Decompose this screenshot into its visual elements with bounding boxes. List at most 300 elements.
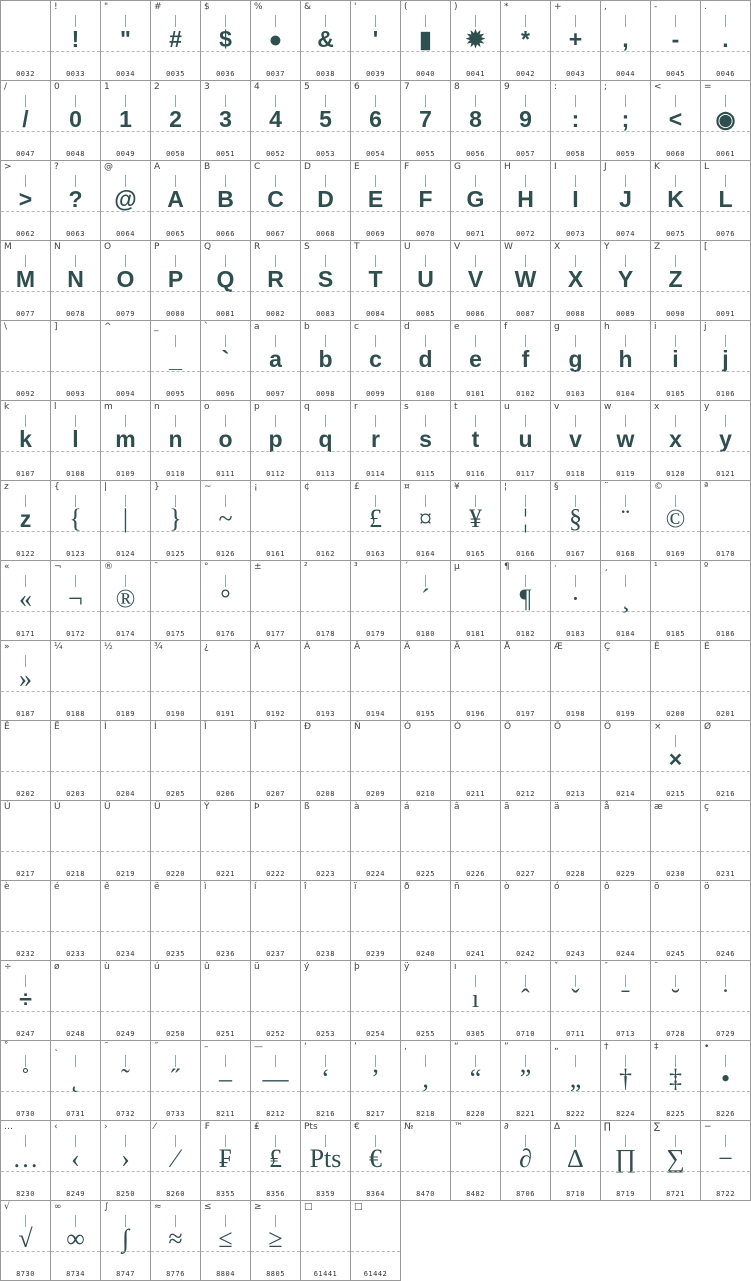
glyph-cell[interactable] xyxy=(251,641,301,721)
glyph-cell[interactable] xyxy=(451,401,501,481)
glyph-sample: ⁄ xyxy=(173,1144,178,1173)
glyph-cell[interactable] xyxy=(101,561,151,641)
glyph-sample: i xyxy=(672,346,679,372)
glyph-cell[interactable] xyxy=(401,881,451,961)
glyph-cell[interactable] xyxy=(101,881,151,961)
glyph-sample: ® xyxy=(115,584,136,613)
glyph-cell[interactable] xyxy=(701,561,751,641)
glyph-cell[interactable] xyxy=(601,801,651,881)
glyph-cell[interactable] xyxy=(51,961,101,1041)
glyph-cell[interactable] xyxy=(601,561,651,641)
glyph-cell[interactable] xyxy=(501,1,551,81)
glyph-cell[interactable] xyxy=(101,961,151,1041)
glyph-cell[interactable] xyxy=(1,721,51,801)
glyph-code: 0196 xyxy=(466,710,485,718)
glyph-cell[interactable] xyxy=(501,961,551,1041)
glyph-cell[interactable] xyxy=(151,81,201,161)
glyph-cell[interactable] xyxy=(601,1041,651,1121)
glyph-reference-char: ± xyxy=(254,562,262,572)
glyph-cell[interactable] xyxy=(701,961,751,1041)
glyph-cell[interactable] xyxy=(401,401,451,481)
glyph-cell[interactable] xyxy=(351,801,401,881)
glyph-cell[interactable] xyxy=(651,481,701,561)
glyph-cell[interactable] xyxy=(701,481,751,561)
glyph-cell[interactable] xyxy=(501,561,551,641)
glyph-cell[interactable] xyxy=(251,1041,301,1121)
glyph-cell[interactable] xyxy=(51,401,101,481)
glyph-cell[interactable] xyxy=(1,1041,51,1121)
glyph-code: 0042 xyxy=(516,70,535,78)
glyph-sample: ∂ xyxy=(519,1144,532,1173)
glyph-cell[interactable] xyxy=(101,721,151,801)
glyph-cell[interactable] xyxy=(701,161,751,241)
glyph-reference-char: ≥ xyxy=(254,1202,262,1212)
glyph-reference-char: . xyxy=(704,2,707,12)
glyph-cell[interactable] xyxy=(501,81,551,161)
glyph-cell[interactable] xyxy=(451,161,501,241)
glyph-cell[interactable] xyxy=(701,321,751,401)
glyph-cell[interactable] xyxy=(1,1,51,81)
glyph-cell[interactable] xyxy=(551,561,601,641)
glyph-cell[interactable] xyxy=(301,1201,351,1281)
glyph-cell[interactable] xyxy=(351,1041,401,1121)
glyph-cell[interactable] xyxy=(451,1,501,81)
glyph-cell[interactable] xyxy=(251,561,301,641)
glyph-cell[interactable] xyxy=(451,801,501,881)
glyph-cell[interactable] xyxy=(501,1041,551,1121)
glyph-reference-char: Ð xyxy=(304,722,311,732)
glyph-cell[interactable] xyxy=(401,321,451,401)
glyph-cell[interactable] xyxy=(651,961,701,1041)
glyph-code: 0040 xyxy=(416,70,435,78)
glyph-cell[interactable] xyxy=(351,721,401,801)
glyph-cell[interactable] xyxy=(101,81,151,161)
glyph-cell[interactable] xyxy=(201,401,251,481)
glyph-cell[interactable] xyxy=(351,161,401,241)
glyph-cell[interactable] xyxy=(251,1121,301,1201)
glyph-code: 0193 xyxy=(316,710,335,718)
glyph-cell[interactable] xyxy=(401,961,451,1041)
glyph-code: 0055 xyxy=(416,150,435,158)
glyph-cell[interactable] xyxy=(301,321,351,401)
glyph-cell[interactable] xyxy=(101,161,151,241)
glyph-cell[interactable] xyxy=(151,321,201,401)
glyph-cell[interactable] xyxy=(651,241,701,321)
glyph-cell[interactable] xyxy=(351,561,401,641)
glyph-cell[interactable] xyxy=(351,401,401,481)
glyph-cell[interactable] xyxy=(451,81,501,161)
glyph-cell[interactable] xyxy=(151,881,201,961)
glyph-cell[interactable] xyxy=(1,1121,51,1201)
glyph-cell[interactable] xyxy=(201,1,251,81)
glyph-cell[interactable] xyxy=(301,641,351,721)
glyph-code: 0250 xyxy=(166,1030,185,1038)
glyph-cell[interactable] xyxy=(651,721,701,801)
glyph-code: 0068 xyxy=(316,230,335,238)
glyph-cell[interactable] xyxy=(301,401,351,481)
glyph-cell[interactable] xyxy=(651,561,701,641)
glyph-cell[interactable] xyxy=(451,881,501,961)
glyph-cell[interactable] xyxy=(551,1121,601,1201)
glyph-reference-char: w xyxy=(604,402,612,412)
glyph-cell[interactable] xyxy=(251,241,301,321)
glyph-cell[interactable] xyxy=(651,641,701,721)
glyph-code: 0038 xyxy=(316,70,335,78)
glyph-cell[interactable] xyxy=(1,321,51,401)
glyph-cell[interactable] xyxy=(551,641,601,721)
glyph-sample: ₤ xyxy=(269,1144,282,1173)
glyph-cell[interactable] xyxy=(51,241,101,321)
glyph-cell[interactable] xyxy=(151,1041,201,1121)
glyph-code: 0080 xyxy=(166,310,185,318)
glyph-cell[interactable] xyxy=(151,1201,201,1281)
glyph-reference-char: ˝ xyxy=(154,1042,159,1052)
glyph-cell[interactable] xyxy=(501,721,551,801)
glyph-cell[interactable] xyxy=(201,321,251,401)
glyph-cell[interactable] xyxy=(251,721,301,801)
glyph-cell[interactable] xyxy=(251,961,301,1041)
glyph-cell[interactable] xyxy=(501,481,551,561)
glyph-code: 8216 xyxy=(316,1110,335,1118)
glyph-reference-char: ð xyxy=(404,882,410,892)
glyph-cell[interactable] xyxy=(301,1,351,81)
glyph-cell[interactable] xyxy=(1,641,51,721)
glyph-reference-char: Ã xyxy=(404,642,411,652)
glyph-cell[interactable] xyxy=(1,161,51,241)
glyph-cell[interactable] xyxy=(551,1041,601,1121)
glyph-cell[interactable] xyxy=(301,721,351,801)
glyph-sample: ‚ xyxy=(421,1064,430,1093)
glyph-cell[interactable] xyxy=(1,401,51,481)
glyph-cell[interactable] xyxy=(651,881,701,961)
glyph-cell[interactable] xyxy=(301,881,351,961)
glyph-cell[interactable] xyxy=(101,1121,151,1201)
glyph-sample: 9 xyxy=(519,106,532,132)
glyph-cell[interactable] xyxy=(301,1041,351,1121)
glyph-cell[interactable] xyxy=(151,801,201,881)
glyph-cell[interactable] xyxy=(201,881,251,961)
glyph-cell[interactable] xyxy=(301,161,351,241)
glyph-cell[interactable] xyxy=(401,1041,451,1121)
glyph-cell[interactable] xyxy=(601,161,651,241)
glyph-cell[interactable] xyxy=(201,1041,251,1121)
glyph-code: 0249 xyxy=(116,1030,135,1038)
glyph-cell[interactable] xyxy=(451,481,501,561)
glyph-cell[interactable] xyxy=(201,161,251,241)
glyph-cell[interactable] xyxy=(601,641,651,721)
glyph-cell[interactable] xyxy=(351,641,401,721)
glyph-code: 8212 xyxy=(266,1110,285,1118)
glyph-cell[interactable] xyxy=(251,81,301,161)
glyph-cell[interactable] xyxy=(401,721,451,801)
glyph-cell[interactable] xyxy=(251,801,301,881)
glyph-reference-char: Õ xyxy=(554,722,562,732)
glyph-cell[interactable] xyxy=(51,81,101,161)
glyph-sample: ˙ xyxy=(721,984,730,1013)
glyph-sample: : xyxy=(571,106,580,132)
glyph-cell[interactable] xyxy=(651,321,701,401)
glyph-cell[interactable] xyxy=(651,1041,701,1121)
glyph-cell[interactable] xyxy=(651,401,701,481)
glyph-cell[interactable] xyxy=(501,801,551,881)
glyph-cell[interactable] xyxy=(601,401,651,481)
glyph-sample: L xyxy=(718,186,733,212)
glyph-cell[interactable] xyxy=(101,401,151,481)
glyph-cell[interactable] xyxy=(451,1041,501,1121)
glyph-code: 0089 xyxy=(616,310,635,318)
glyph-cell[interactable] xyxy=(101,641,151,721)
glyph-cell[interactable] xyxy=(101,1201,151,1281)
glyph-code: 0102 xyxy=(516,390,535,398)
glyph-cell[interactable] xyxy=(151,721,201,801)
glyph-reference-char: ¢ xyxy=(304,482,310,492)
glyph-cell[interactable] xyxy=(351,1201,401,1281)
glyph-reference-char: g xyxy=(554,322,560,332)
glyph-cell[interactable] xyxy=(51,881,101,961)
glyph-cell[interactable] xyxy=(701,641,751,721)
glyph-cell[interactable] xyxy=(51,1201,101,1281)
glyph-cell[interactable] xyxy=(101,801,151,881)
glyph-cell[interactable] xyxy=(1,481,51,561)
glyph-cell[interactable] xyxy=(501,641,551,721)
glyph-cell[interactable] xyxy=(651,1,701,81)
glyph-cell[interactable] xyxy=(501,161,551,241)
glyph-cell[interactable] xyxy=(101,481,151,561)
glyph-cell[interactable] xyxy=(551,721,601,801)
glyph-sample: { xyxy=(69,504,82,533)
glyph-cell[interactable] xyxy=(551,801,601,881)
glyph-code: 0116 xyxy=(466,470,485,478)
glyph-cell[interactable] xyxy=(651,161,701,241)
glyph-reference-char: ¥ xyxy=(454,482,460,492)
glyph-cell[interactable] xyxy=(251,881,301,961)
glyph-cell[interactable] xyxy=(401,1,451,81)
glyph-reference-char: º xyxy=(704,562,709,572)
glyph-cell[interactable] xyxy=(451,641,501,721)
glyph-sample: § xyxy=(569,504,582,533)
glyph-cell[interactable] xyxy=(201,961,251,1041)
glyph-cell[interactable] xyxy=(51,481,101,561)
glyph-cell[interactable] xyxy=(251,1,301,81)
glyph-cell[interactable] xyxy=(251,401,301,481)
glyph-cell[interactable] xyxy=(51,641,101,721)
glyph-cell[interactable] xyxy=(401,641,451,721)
glyph-cell[interactable] xyxy=(301,481,351,561)
glyph-cell[interactable] xyxy=(551,241,601,321)
glyph-cell[interactable] xyxy=(551,321,601,401)
glyph-code: 0729 xyxy=(716,1030,735,1038)
glyph-cell[interactable] xyxy=(651,81,701,161)
glyph-cell[interactable] xyxy=(301,801,351,881)
glyph-cell[interactable] xyxy=(51,1121,101,1201)
glyph-reference-char: þ xyxy=(354,962,360,972)
glyph-reference-char: ø xyxy=(54,962,60,972)
glyph-cell[interactable] xyxy=(51,1,101,81)
glyph-cell[interactable] xyxy=(1,81,51,161)
glyph-cell[interactable] xyxy=(651,801,701,881)
glyph-code: 0190 xyxy=(166,710,185,718)
glyph-cell[interactable] xyxy=(301,81,351,161)
glyph-cell[interactable] xyxy=(201,721,251,801)
glyph-reference-char: W xyxy=(504,242,513,252)
glyph-code: 8356 xyxy=(266,1190,285,1198)
glyph-cell[interactable] xyxy=(251,1201,301,1281)
glyph-cell[interactable] xyxy=(201,1201,251,1281)
glyph-cell[interactable] xyxy=(351,321,401,401)
glyph-sample: W xyxy=(514,266,537,292)
glyph-cell[interactable] xyxy=(551,961,601,1041)
glyph-cell[interactable] xyxy=(101,1041,151,1121)
glyph-cell[interactable] xyxy=(601,481,651,561)
glyph-cell[interactable] xyxy=(551,1,601,81)
glyph-cell[interactable] xyxy=(351,81,401,161)
glyph-cell[interactable] xyxy=(301,961,351,1041)
glyph-cell[interactable] xyxy=(501,881,551,961)
glyph-code: 0178 xyxy=(316,630,335,638)
glyph-cell[interactable] xyxy=(451,561,501,641)
glyph-sample: ˚ xyxy=(21,1064,30,1093)
glyph-cell[interactable] xyxy=(501,401,551,481)
glyph-code: 0186 xyxy=(716,630,735,638)
glyph-cell[interactable] xyxy=(151,481,201,561)
glyph-cell[interactable] xyxy=(1,961,51,1041)
glyph-cell[interactable] xyxy=(151,161,201,241)
glyph-cell[interactable] xyxy=(51,561,101,641)
glyph-sample: / xyxy=(22,106,29,132)
glyph-cell[interactable] xyxy=(701,1,751,81)
glyph-cell[interactable] xyxy=(701,881,751,961)
glyph-cell[interactable] xyxy=(601,721,651,801)
glyph-cell[interactable] xyxy=(451,1121,501,1201)
glyph-reference-char: ] xyxy=(54,322,58,332)
glyph-code: 0209 xyxy=(366,790,385,798)
glyph-cell[interactable] xyxy=(451,321,501,401)
glyph-cell[interactable] xyxy=(51,801,101,881)
glyph-cell[interactable] xyxy=(401,801,451,881)
glyph-cell[interactable] xyxy=(51,721,101,801)
glyph-cell[interactable] xyxy=(1,561,51,641)
glyph-cell[interactable] xyxy=(601,321,651,401)
glyph-cell[interactable] xyxy=(201,561,251,641)
glyph-sample: T xyxy=(368,266,383,292)
glyph-cell[interactable] xyxy=(501,1121,551,1201)
glyph-cell[interactable] xyxy=(201,481,251,561)
glyph-cell[interactable] xyxy=(601,241,651,321)
glyph-cell[interactable] xyxy=(401,81,451,161)
glyph-cell[interactable] xyxy=(151,641,201,721)
glyph-cell[interactable] xyxy=(201,801,251,881)
glyph-cell[interactable] xyxy=(351,1,401,81)
glyph-cell[interactable] xyxy=(201,1121,251,1201)
glyph-cell[interactable] xyxy=(51,1041,101,1121)
glyph-sample: ˇ xyxy=(571,984,580,1013)
glyph-cell[interactable] xyxy=(701,801,751,881)
glyph-cell[interactable] xyxy=(651,1121,701,1201)
glyph-cell[interactable] xyxy=(351,961,401,1041)
glyph-cell[interactable] xyxy=(401,481,451,561)
glyph-cell[interactable] xyxy=(201,241,251,321)
glyph-cell[interactable] xyxy=(301,561,351,641)
glyph-reference-char: ‚ xyxy=(404,1042,407,1052)
glyph-cell[interactable] xyxy=(601,1,651,81)
glyph-cell[interactable] xyxy=(51,321,101,401)
glyph-cell[interactable] xyxy=(701,1041,751,1121)
glyph-cell[interactable] xyxy=(601,881,651,961)
glyph-cell[interactable] xyxy=(351,241,401,321)
glyph-cell[interactable] xyxy=(101,321,151,401)
glyph-cell[interactable] xyxy=(151,401,201,481)
glyph-cell[interactable] xyxy=(451,961,501,1041)
glyph-cell[interactable] xyxy=(601,81,651,161)
glyph-reference-char: ² xyxy=(304,562,308,572)
glyph-cell[interactable] xyxy=(601,961,651,1041)
glyph-sample: ‘ xyxy=(321,1064,330,1093)
glyph-cell[interactable] xyxy=(401,1121,451,1201)
glyph-cell[interactable] xyxy=(351,1121,401,1201)
glyph-cell[interactable] xyxy=(551,401,601,481)
glyph-cell[interactable] xyxy=(351,481,401,561)
glyph-cell[interactable] xyxy=(151,241,201,321)
glyph-cell[interactable] xyxy=(551,161,601,241)
glyph-cell[interactable] xyxy=(101,241,151,321)
glyph-cell[interactable] xyxy=(701,1121,751,1201)
glyph-cell[interactable] xyxy=(401,561,451,641)
glyph-cell[interactable] xyxy=(551,481,601,561)
glyph-cell[interactable] xyxy=(1,241,51,321)
glyph-cell[interactable] xyxy=(701,81,751,161)
glyph-cell[interactable] xyxy=(501,321,551,401)
glyph-cell[interactable] xyxy=(151,1,201,81)
glyph-cell[interactable] xyxy=(151,1121,201,1201)
glyph-cell[interactable] xyxy=(301,1121,351,1201)
glyph-reference-char: + xyxy=(554,2,562,12)
glyph-cell[interactable] xyxy=(1,881,51,961)
glyph-reference-char: ₣ xyxy=(204,1122,210,1132)
glyph-cell[interactable] xyxy=(701,241,751,321)
glyph-cell[interactable] xyxy=(551,881,601,961)
glyph-cell[interactable] xyxy=(351,881,401,961)
glyph-cell[interactable] xyxy=(251,481,301,561)
glyph-cell[interactable] xyxy=(701,401,751,481)
glyph-cell[interactable] xyxy=(401,161,451,241)
glyph-cell[interactable] xyxy=(601,1121,651,1201)
glyph-cell[interactable] xyxy=(551,81,601,161)
glyph-cell[interactable] xyxy=(451,241,501,321)
glyph-cell[interactable] xyxy=(151,961,201,1041)
glyph-cell[interactable] xyxy=(251,321,301,401)
glyph-cell[interactable] xyxy=(451,721,501,801)
glyph-code: 0086 xyxy=(466,310,485,318)
glyph-cell[interactable] xyxy=(101,1,151,81)
glyph-cell[interactable] xyxy=(1,801,51,881)
glyph-code: 0233 xyxy=(66,950,85,958)
glyph-reference-char: ¸ xyxy=(604,562,609,572)
glyph-cell[interactable] xyxy=(1,1201,51,1281)
glyph-cell[interactable] xyxy=(201,641,251,721)
glyph-code: 0162 xyxy=(316,550,335,558)
glyph-cell[interactable] xyxy=(201,81,251,161)
glyph-cell[interactable] xyxy=(251,161,301,241)
glyph-cell[interactable] xyxy=(501,241,551,321)
glyph-sample: ▮ xyxy=(419,26,432,52)
glyph-code: 0212 xyxy=(516,790,535,798)
glyph-cell[interactable] xyxy=(51,161,101,241)
glyph-cell[interactable] xyxy=(701,721,751,801)
glyph-cell[interactable] xyxy=(401,241,451,321)
glyph-cell[interactable] xyxy=(151,561,201,641)
glyph-cell[interactable] xyxy=(301,241,351,321)
glyph-reference-char: x xyxy=(654,402,660,412)
